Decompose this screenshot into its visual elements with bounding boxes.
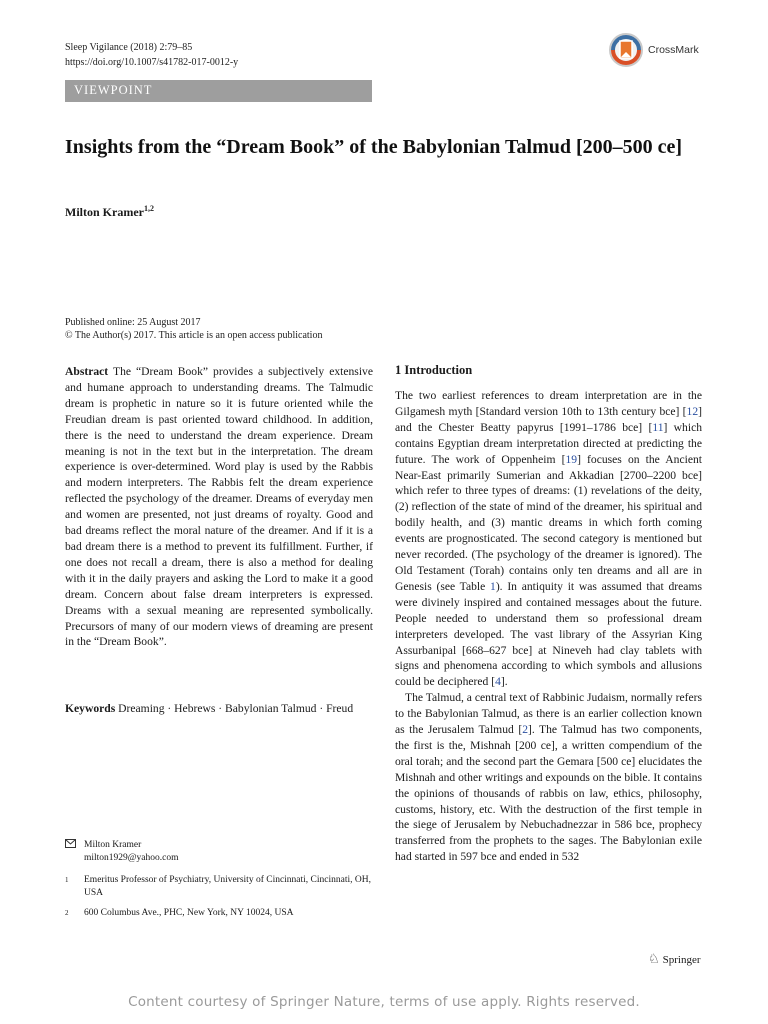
affiliation-1 bbox=[65, 874, 375, 899]
affiliation-mark: 1 bbox=[65, 876, 69, 884]
citation-link[interactable]: 11 bbox=[652, 420, 664, 434]
publication-info bbox=[65, 316, 322, 342]
introduction-body bbox=[395, 388, 702, 865]
author-affiliation-marks: 1,2 bbox=[143, 204, 154, 213]
keywords bbox=[65, 701, 373, 717]
affiliation-mark: 2 bbox=[65, 909, 69, 917]
affiliation-text: 600 Columbus Ave., PHC, New York, NY 10024, USA bbox=[84, 908, 294, 918]
contact-email[interactable]: milton1929@yahoo.com bbox=[84, 852, 179, 863]
keywords-text: Dreaming · Hebrews · Babylonian Talmud · Freud bbox=[118, 702, 354, 715]
citation-link[interactable]: 4 bbox=[495, 675, 501, 689]
citation-link[interactable]: 2 bbox=[522, 723, 528, 737]
crossmark-label: CrossMark bbox=[648, 44, 699, 56]
citation-link[interactable]: 19 bbox=[565, 452, 578, 466]
intro-paragraph-1: The two earliest references to dream interpretation are in the Gilgamesh myth [Standard version 10th to 13th century bce] [12] and the Chester Beatty papyrus [1991–1786 bce] [11] which contains Egyptian dream interpretation directed at predicting the future. The work of Oppenheim [19] focuses on the Ancient Near-East primarily Sumerian and Akkadian [2700–2200 bce] which refer to three types of dreams: (1) revelations of the deity, (2) reflection of the state of mind of the dreamer, his spiritual and bodily health, and (3) mantic dreams in which forth coming events are prognosticated. The second category is mentioned but never recorded. (The psychology of the dreamer is ignored). The Old Testament (Torah) contains only ten dreams and all are in Genesis (see Table 1). In antiquity it was assumed that dreams were divinely inspired and contained messages about the future. People needed to understand them so professional dream interpreters developed. The vast library of the Assyrian King Assurbanipal [668–627 bce] at Nineveh had clay tablets with signs and phenomena according to which symbols and allusions could be deciphered [4]. bbox=[395, 389, 703, 689]
intro-paragraph-2: The Talmud, a central text of Rabbinic Judaism, normally refers to the Babylonian Talmud, as there is an earlier collection known as the Jerusalem Talmud [2]. The Talmud has two components, the first is the, Mishnah [200 ce], a written compendium of the oral torah; and the second part the Gemara [500 ce] elucidates the Mishnah and other writings and expounds on the bible. It contains the opinions of thousands of rabbis on law, ethics, philosophy, customs, history, etc. With the destruction of the first temple in the siege of Jerusalem by Nebuchadnezzar in 586 bce, prophecy transferred from the prophets to the sages. The Babylonian exile had started in 597 bce and ended in 532 bbox=[395, 691, 702, 864]
author-name[interactable]: Milton Kramer bbox=[65, 205, 144, 219]
author-line bbox=[65, 204, 154, 220]
crossmark-badge[interactable] bbox=[608, 32, 708, 68]
copyright-notice: © The Author(s) 2017. This article is an open access publication bbox=[65, 330, 323, 341]
article-type-banner bbox=[65, 80, 372, 102]
envelope-icon bbox=[65, 839, 76, 853]
abstract-text: The “Dream Book” provides a subjectively extensive and humane approach to understanding dreams. The Talmudic dream is prophetic in nature so it is future oriented while the Freudian dream is past oriented toward childhood. In addition, there is the need to understand the dream experience. Dream meaning is not in the text but in the interpretation. The dream experience is over-determined. Word play is used by the Rabbis and modern interpreters. The Rabbis felt the dream experience reflected the psychology of the dreamer. Dreams of everyday men and women are presented, not just dreams of royalty. Good and bad dreams reflect the moral nature of the dreamer. And if it is a bad dream there is a method to prevent its fulfillment. Further, if one does not recall a dream, there is also a method for dealing with it in the daily prayers and asking the Lord to make it a good dream. Concern about false dream interpreters is expressed. Dreams with a sexual meaning are represented symbolically. Precursors of many of our modern views of dreaming are present in the “Dream Book”. bbox=[65, 365, 373, 649]
keywords-label: Keywords bbox=[65, 702, 116, 715]
table-link[interactable]: 1 bbox=[490, 579, 496, 593]
corresponding-author bbox=[65, 839, 375, 864]
published-date: Published online: 25 August 2017 bbox=[65, 317, 201, 328]
abstract bbox=[65, 364, 373, 650]
publisher-logo bbox=[648, 951, 701, 967]
contact-name: Milton Kramer bbox=[84, 840, 142, 850]
section-heading-introduction: 1 Introduction bbox=[395, 363, 473, 377]
springer-horse-icon: ♘ bbox=[648, 951, 660, 966]
abstract-label: Abstract bbox=[65, 365, 109, 378]
doi-link[interactable]: https://doi.org/10.1007/s41782-017-0012-y bbox=[65, 57, 239, 68]
citation-link[interactable]: 12 bbox=[686, 404, 699, 418]
affiliation-2 bbox=[65, 907, 375, 920]
journal-citation: Sleep Vigilance (2018) 2:79–85 bbox=[65, 42, 193, 53]
affiliation-text: Emeritus Professor of Psychiatry, University of Cincinnati, Cincinnati, OH, USA bbox=[84, 875, 371, 898]
article-type-label: VIEWPOINT bbox=[74, 83, 153, 97]
author-footnotes bbox=[65, 839, 375, 920]
courtesy-notice: Content courtesy of Springer Nature, terms of use apply. Rights reserved. bbox=[128, 994, 640, 1010]
crossmark-icon bbox=[608, 32, 644, 68]
publisher-name: Springer bbox=[662, 954, 701, 966]
article-title: Insights from the “Dream Book” of the Babylonian Talmud [200–500 ce] bbox=[65, 136, 683, 158]
